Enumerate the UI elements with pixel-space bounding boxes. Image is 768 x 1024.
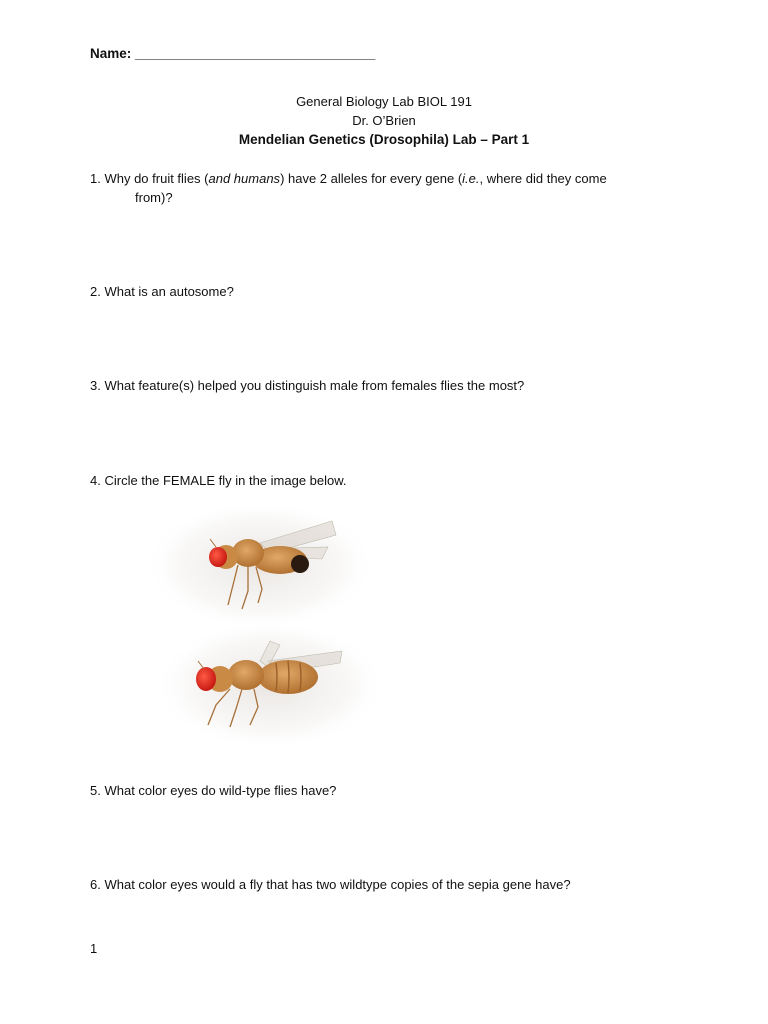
page-number: 1 bbox=[90, 941, 98, 956]
lab-title: Mendelian Genetics (Drosophila) Lab – Part 1 bbox=[238, 132, 530, 147]
question-text: What is an autosome? bbox=[104, 284, 234, 299]
question-number: 6. bbox=[90, 877, 101, 892]
instructor-name: Dr. O’Brien bbox=[352, 113, 416, 128]
question-text: Circle the FEMALE fly in the image below. bbox=[104, 473, 347, 488]
question-text: What color eyes do wild-type flies have? bbox=[104, 783, 337, 798]
question-number: 1. bbox=[90, 171, 101, 186]
course-title: General Biology Lab BIOL 191 bbox=[296, 94, 472, 109]
question-number: 3. bbox=[90, 378, 101, 393]
question-text: What color eyes would a fly that has two wildtype copies of the sepia gene have? bbox=[104, 877, 571, 892]
question-number: 5. bbox=[90, 783, 101, 798]
question-2 bbox=[90, 282, 650, 301]
question-number: 4. bbox=[90, 473, 101, 488]
question-4 bbox=[90, 471, 650, 490]
fruit-flies-image[interactable] bbox=[150, 505, 380, 745]
question-number: 2. bbox=[90, 284, 101, 299]
question-6 bbox=[90, 875, 650, 894]
question-text: What feature(s) helped you distinguish male from females flies the most? bbox=[104, 378, 525, 393]
question-3 bbox=[90, 376, 650, 395]
question-1: 1. Why do fruit flies (and humans) have 2 alleles for every gene (i.e., where did they come from)? bbox=[90, 171, 607, 205]
question-5 bbox=[90, 781, 650, 800]
name-field-label: Name: ________________________________ bbox=[90, 46, 376, 61]
